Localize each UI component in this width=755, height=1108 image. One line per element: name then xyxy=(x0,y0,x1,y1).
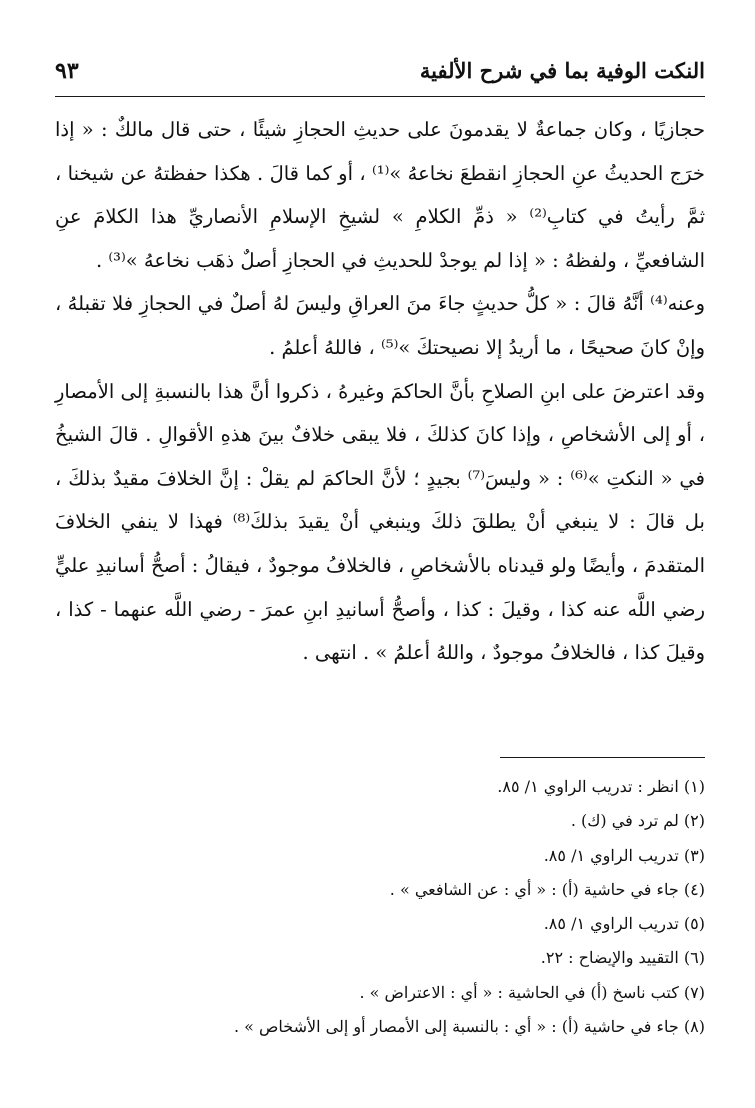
paragraph: حجازيًا ، وكان جماعةٌ لا يقدمونَ على حديثِ الحجازِ شيئًا ، حتى قال مالكٌ : « إذا خرَج الحديثُ عنِ الحجازِ انقطعَ نخاعهُ »⁽¹⁾ ، أو كما قالَ . هكذا حفظتهُ عن شيخنا ، ثمَّ رأيتُ في كتابِ⁽²⁾ « ذمِّ الكلامِ » لشيخِ الإسلامِ الأنصاريِّ هذا الكلامَ عنِ الشافعيِّ ، ولفظهُ : « إذا لم يوجدْ للحديثِ في الحجازِ أصلٌ ذهَب نخاعهُ »⁽³⁾ . xyxy=(55,118,705,272)
paragraph: وعنه⁽⁴⁾ أنَّهُ قالَ : « كلُّ حديثٍ جاءَ منَ العراقِ وليسَ لهُ أصلٌ في الحجازِ فلا تقبلهُ ، وإنْ كانَ صحيحًا ، ما أريدُ إلا نصيحتكَ »⁽⁵⁾ ، فاللهُ أعلمُ . xyxy=(55,292,705,359)
footnote: (٤) جاء في حاشية (أ) : « أي : عن الشافعي » . xyxy=(389,879,705,899)
footnotes xyxy=(55,770,705,1044)
running-header xyxy=(55,52,705,97)
running-title: النكت الوفية بما في شرح الألفية xyxy=(419,58,705,83)
footnote: (١) انظر : تدريب الراوي ١/ ٨٥. xyxy=(497,777,705,796)
footnote: (٧) كتب ناسخ (أ) في الحاشية : « أي : الاعتراض » . xyxy=(359,982,705,1002)
paragraph: وقد اعترضَ على ابنِ الصلاحِ بأنَّ الحاكمَ وغيرهُ ، ذكروا أنَّ هذا بالنسبةِ إلى الأمصارِ ، أو إلى الأشخاصِ ، وإذا كانَ كذلكَ ، فلا يبقى خلافٌ بينَ هذهِ الأقوالِ . قالَ الشيخُ في « النكتِ »⁽⁶⁾ : « وليسَ⁽⁷⁾ بجيدٍ ؛ لأنَّ الحاكمَ لم يقلْ : إنَّ الخلافَ مقيدٌ بذلكَ ، بل قالَ : لا ينبغي أنْ يطلقَ ذلكَ وينبغي أنْ يقيدَ بذلكَ⁽⁸⁾ فهذا لا ينفي الخلافَ المتقدمَ ، وأيضًا ولو قيدناه بالأشخاصِ ، فالخلافُ موجودٌ ، فيقالُ : أصحُّ أسانيدِ عليٍّ رضي اللَّه عنه كذا ، وقيلَ : كذا ، وأصحُّ أسانيدِ ابنِ عمرَ - رضي اللَّه عنهما - كذا ، وقيلَ كذا ، فالخلافُ موجودٌ ، واللهُ أعلمُ » . انتهى . xyxy=(55,379,705,665)
page-number: ٩٣ xyxy=(55,58,79,84)
footnote-separator xyxy=(500,757,705,758)
main-text xyxy=(55,108,705,675)
footnote: (٣) تدريب الراوي ١/ ٨٥. xyxy=(543,845,705,865)
footnote: (٨) جاء في حاشية (أ) : « أي : بالنسبة إلى الأمصار أو إلى الأشخاص » . xyxy=(234,1017,705,1037)
footnote: (٢) لم ترد في (ك) . xyxy=(570,811,705,831)
footnote: (٦) التقييد والإيضاح : ٢٢. xyxy=(540,948,705,968)
footnote: (٥) تدريب الراوي ١/ ٨٥. xyxy=(543,914,705,934)
